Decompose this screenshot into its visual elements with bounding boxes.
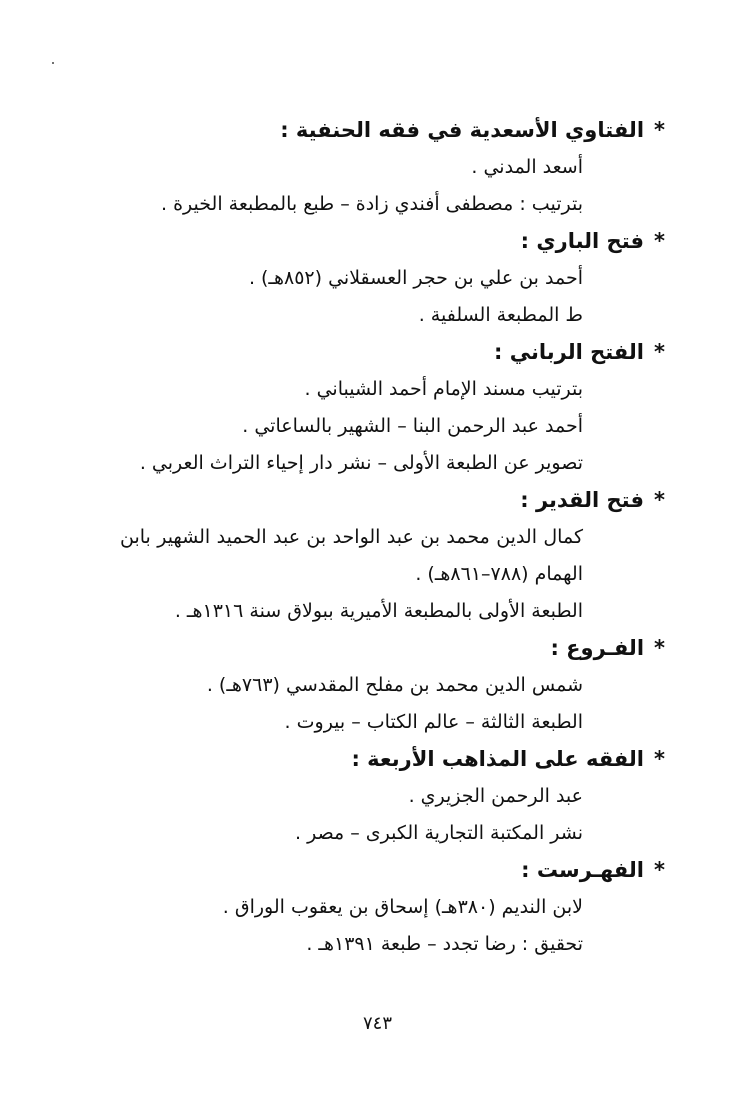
entry-title: *الفتاوي الأسعدية في فقه الحنفية : (120, 112, 665, 149)
scan-speck (52, 62, 54, 64)
entry-line: أحمد بن علي بن حجر العسقلاني (٨٥٢هـ) . (248, 267, 583, 289)
bullet-star-icon: * (654, 229, 665, 253)
bibliography-entry (120, 482, 665, 630)
entry-line: الطبعة الثالثة – عالم الكتاب – بيروت . (284, 711, 583, 733)
bibliography-list (120, 112, 665, 963)
entry-line: عبد الرحمن الجزيري . (408, 785, 583, 807)
bullet-star-icon: * (654, 858, 665, 882)
entry-title: *الفهـرست : (120, 852, 665, 889)
entry-line: تصوير عن الطبعة الأولى – نشر دار إحياء التراث العربي . (139, 452, 583, 474)
entry-line: شمس الدين محمد بن مفلح المقدسي (٧٦٣هـ) . (206, 674, 583, 696)
entry-line: أسعد المدني . (471, 156, 583, 178)
entry-line: بترتيب : مصطفى أفندي زادة – طبع بالمطبعة الخيرة . (161, 193, 583, 215)
bullet-star-icon: * (654, 488, 665, 512)
bullet-star-icon: * (654, 340, 665, 364)
entry-line: نشر المكتبة التجارية الكبرى – مصر . (295, 822, 583, 844)
entry-line: الطبعة الأولى بالمطبعة الأميرية ببولاق سنة ١٣١٦هـ . (174, 600, 583, 622)
entry-line: لابن النديم (٣٨٠هـ) إسحاق بن يعقوب الوراق . (222, 896, 583, 918)
entry-title: *الفقه على المذاهب الأربعة : (120, 741, 665, 778)
entry-line: أحمد عبد الرحمن البنا – الشهير بالساعاتي . (242, 415, 583, 437)
bullet-star-icon: * (654, 747, 665, 771)
entry-title: *الفتح الرباني : (120, 334, 665, 371)
entry-title: *الفـروع : (120, 630, 665, 667)
entry-line: تحقيق : رضا تجدد – طبعة ١٣٩١هـ . (306, 933, 583, 955)
bibliography-entry (120, 741, 665, 852)
entry-line: بترتيب مسند الإمام أحمد الشيباني . (304, 378, 583, 400)
bullet-star-icon: * (654, 636, 665, 660)
entry-title: *فتح القدير : (120, 482, 665, 519)
bullet-star-icon: * (654, 118, 665, 142)
bibliography-entry (120, 223, 665, 334)
bibliography-entry (120, 334, 665, 482)
bibliography-entry (120, 852, 665, 963)
page-number: ٧٤٣ (362, 1013, 392, 1034)
bibliography-entry (120, 630, 665, 741)
entry-title: *فتح الباري : (120, 223, 665, 260)
bibliography-entry (120, 112, 665, 223)
entry-line: ط المطبعة السلفية . (418, 304, 583, 326)
entry-line: كمال الدين محمد بن عبد الواحد بن عبد الحميد الشهير بابن الهمام (٧٨٨–٨٦١هـ) . (120, 526, 583, 585)
